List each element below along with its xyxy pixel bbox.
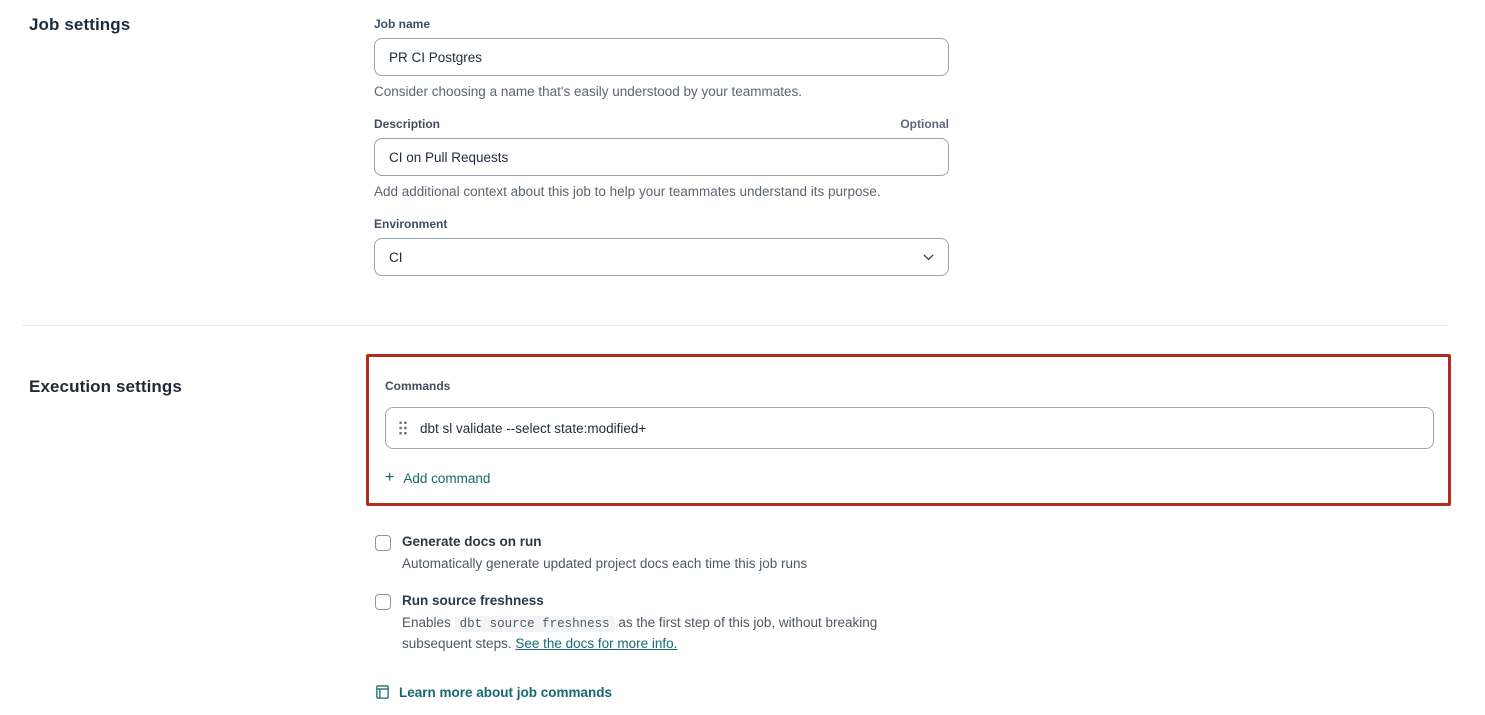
generate-docs-row — [375, 534, 1451, 574]
environment-select[interactable] — [374, 238, 949, 276]
source-freshness-row — [375, 593, 1451, 654]
execution-settings-form-column — [374, 354, 1485, 705]
execution-settings-section — [0, 354, 1485, 705]
source-freshness-code: dbt source freshness — [455, 616, 615, 632]
description-help: Add additional context about this job to help your teammates understand its purpose. — [374, 184, 881, 199]
execution-settings-heading-column — [0, 354, 374, 705]
commands-label: Commands — [385, 379, 451, 393]
see-docs-link[interactable]: See the docs for more info. — [515, 636, 678, 651]
commands-highlight-box — [366, 354, 1451, 506]
job-name-label: Job name — [374, 17, 431, 31]
generate-docs-checkbox[interactable] — [375, 535, 391, 551]
add-command-label: Add command — [403, 470, 491, 486]
source-freshness-checkbox[interactable] — [375, 594, 391, 610]
execution-settings-title: Execution settings — [29, 377, 182, 396]
source-freshness-desc-prefix: Enables — [402, 615, 451, 630]
job-name-input[interactable] — [374, 38, 949, 76]
job-name-group — [374, 17, 949, 99]
description-input[interactable] — [374, 138, 949, 176]
job-settings-title: Job settings — [29, 15, 131, 34]
description-group — [374, 117, 949, 199]
source-freshness-label[interactable]: Run source freshness — [402, 593, 544, 608]
job-settings-heading-column — [0, 15, 374, 276]
environment-selected-value: CI — [389, 249, 403, 265]
job-name-help: Consider choosing a name that's easily understood by your teammates. — [374, 84, 803, 99]
environment-group — [374, 217, 949, 276]
book-icon — [375, 684, 390, 700]
command-input[interactable] — [420, 421, 1419, 436]
learn-more-link[interactable] — [375, 684, 612, 700]
optional-badge: Optional — [900, 117, 949, 131]
source-freshness-description — [402, 613, 937, 654]
command-row — [385, 407, 1434, 449]
section-divider — [22, 325, 1449, 326]
add-command-button[interactable] — [385, 470, 490, 486]
job-settings-form-column — [374, 15, 949, 276]
drag-handle-icon[interactable] — [399, 421, 407, 435]
run-options-group — [375, 534, 1451, 654]
chevron-down-icon — [923, 254, 934, 261]
learn-more-label: Learn more about job commands — [399, 684, 613, 700]
environment-label: Environment — [374, 217, 448, 231]
source-freshness-desc-suffix: as the first step of this job, without breaking subsequent steps. — [402, 615, 878, 651]
generate-docs-description: Automatically generate updated project docs each time this job runs — [402, 556, 808, 571]
description-label: Description — [374, 117, 441, 131]
job-settings-section — [0, 0, 1485, 276]
plus-icon: + — [385, 469, 395, 486]
generate-docs-label[interactable]: Generate docs on run — [402, 534, 542, 549]
